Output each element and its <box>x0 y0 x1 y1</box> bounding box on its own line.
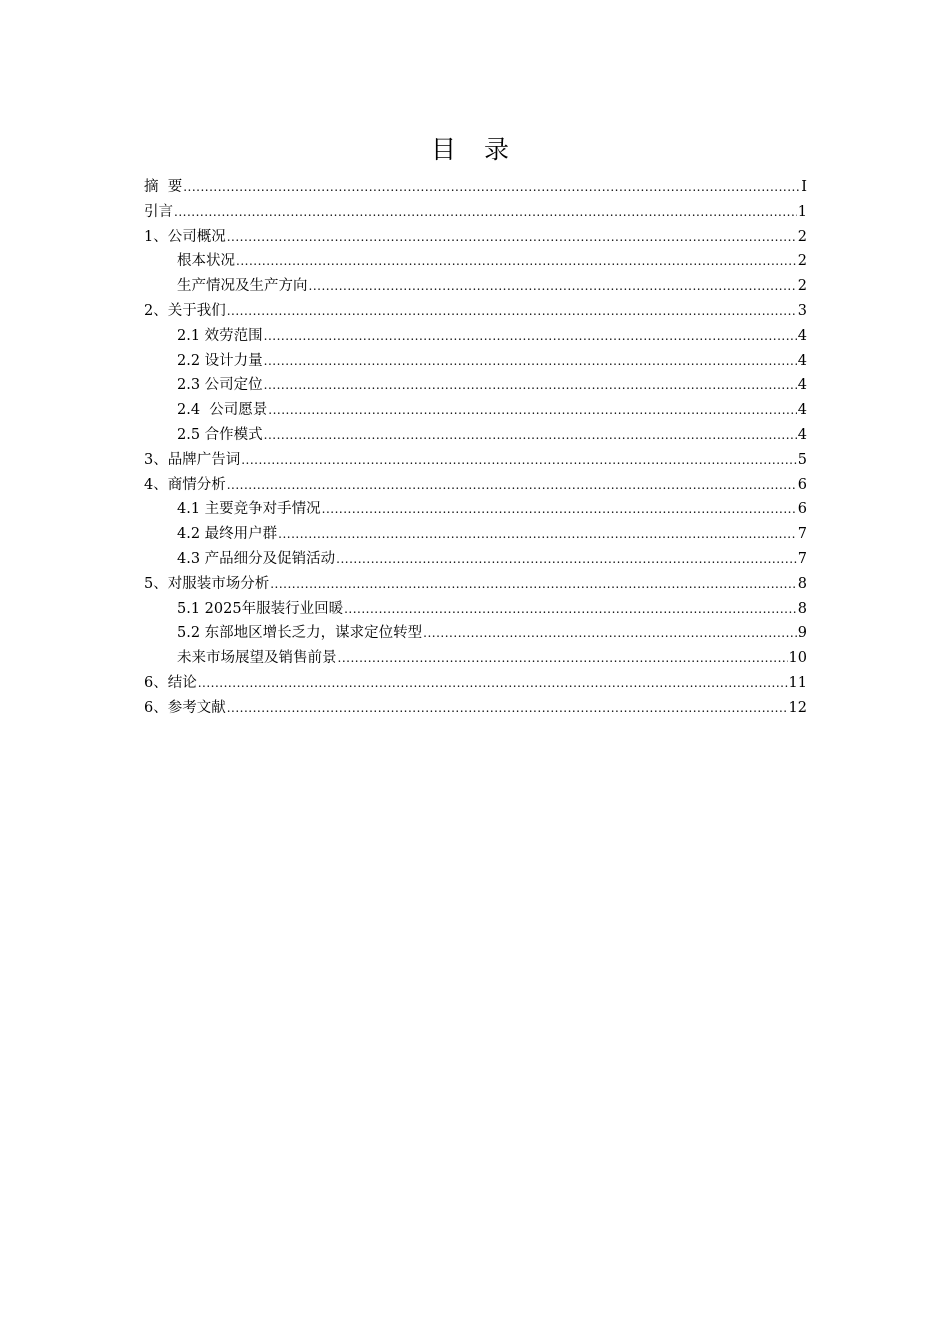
toc-entry-label: 2.3 公司定位 <box>177 377 263 394</box>
toc-entry-label: 6、参考文献 <box>144 699 226 716</box>
toc-entry-page: 7 <box>797 550 807 567</box>
toc-entry <box>144 547 807 572</box>
toc-entry-label: 引言 <box>144 203 173 220</box>
toc-entry-label: 摘 要 <box>144 179 183 195</box>
toc-entry-page: 12 <box>788 699 807 716</box>
toc-entry <box>144 373 807 398</box>
toc-entry <box>144 349 807 374</box>
toc-entry-label: 2.5 合作模式 <box>177 426 263 443</box>
toc-leader-dots <box>241 448 797 473</box>
toc-entry-label: 4.3 产品细分及促销活动 <box>177 550 336 567</box>
toc-leader-dots <box>322 497 797 522</box>
toc-entry-page: I <box>801 179 807 195</box>
toc-entry-label: 根本状况 <box>177 253 235 270</box>
toc-entry-page: 4 <box>797 426 807 443</box>
toc-entry <box>144 572 807 597</box>
toc-entry-label: 5.1 2025年服装行业回暖 <box>177 600 344 617</box>
toc-leader-dots <box>336 547 797 572</box>
toc-leader-dots <box>268 398 796 423</box>
toc-leader-dots <box>227 696 788 721</box>
toc-entry-page: 9 <box>797 625 807 642</box>
toc-entry-label: 5、对服装市场分析 <box>144 575 270 592</box>
toc-entry-page: 4 <box>797 327 807 344</box>
toc-entry-page: 8 <box>797 600 807 617</box>
toc-leader-dots <box>174 200 797 225</box>
toc-leader-dots <box>309 274 797 299</box>
toc-leader-dots <box>344 597 797 622</box>
toc-entry <box>144 621 807 646</box>
toc-entry <box>144 696 807 721</box>
toc-entry-label: 2.1 效劳范围 <box>177 327 263 344</box>
toc-leader-dots <box>227 473 797 498</box>
toc-title: 目 录 <box>431 135 519 164</box>
toc-entry <box>144 473 807 498</box>
toc-leader-dots <box>264 324 797 349</box>
toc-entry-label: 6、结论 <box>144 674 197 691</box>
toc-entry <box>144 200 807 225</box>
toc-entry-label: 生产情况及生产方向 <box>177 278 308 295</box>
toc-entry-page: 4 <box>797 402 807 419</box>
toc-entry-page: 2 <box>797 278 807 295</box>
toc-entry <box>144 423 807 448</box>
toc-leader-dots <box>198 671 788 696</box>
toc-entry-page: 4 <box>797 352 807 369</box>
toc-entry <box>144 597 807 622</box>
toc-leader-dots <box>236 249 797 274</box>
toc-entry <box>144 225 807 250</box>
toc-entry <box>144 299 807 324</box>
toc-entry <box>144 671 807 696</box>
toc-entry-label: 3、品牌广告词 <box>144 451 241 468</box>
toc-entry <box>144 175 807 200</box>
toc-leader-dots <box>264 349 797 374</box>
toc-entry-page: 10 <box>788 650 807 667</box>
toc-entry-label: 5.2 东部地区增长乏力，谋求定位转型 <box>177 625 423 642</box>
toc-entry-page: 6 <box>797 476 807 493</box>
toc-entry <box>144 497 807 522</box>
toc-entry-label: 1、公司概况 <box>144 228 226 245</box>
toc-entry-page: 11 <box>788 674 807 691</box>
toc-entry-page: 7 <box>797 526 807 543</box>
toc-leader-dots <box>183 175 800 200</box>
toc-entry-page: 1 <box>797 203 807 220</box>
toc-entry <box>144 522 807 547</box>
toc-entry-page: 2 <box>797 228 807 245</box>
toc-entry <box>144 274 807 299</box>
toc-entry <box>144 448 807 473</box>
toc-entry-label: 2.4 公司愿景 <box>177 402 268 419</box>
toc-leader-dots <box>423 621 797 646</box>
toc-entry <box>144 398 807 423</box>
toc-entry-page: 6 <box>797 501 807 518</box>
toc-leader-dots <box>278 522 797 547</box>
toc-leader-dots <box>264 423 797 448</box>
toc-entry-label: 4.1 主要竞争对手情况 <box>177 501 321 518</box>
toc-entry-page: 8 <box>797 575 807 592</box>
toc-leader-dots <box>270 572 797 597</box>
toc-entry-label: 4.2 最终用户群 <box>177 526 278 543</box>
toc-entry-label: 2.2 设计力量 <box>177 352 263 369</box>
toc-entry <box>144 646 807 671</box>
toc-entry-label: 2、关于我们 <box>144 302 226 319</box>
toc-entry-label: 未来市场展望及销售前景 <box>177 650 337 667</box>
toc-leader-dots <box>264 373 797 398</box>
toc-entry-page: 5 <box>797 451 807 468</box>
toc-entry-page: 3 <box>797 302 807 319</box>
toc-entry-page: 4 <box>797 377 807 394</box>
table-of-contents <box>144 175 807 721</box>
toc-leader-dots <box>338 646 788 671</box>
toc-leader-dots <box>227 225 797 250</box>
toc-entry-label: 4、商情分析 <box>144 476 226 493</box>
toc-leader-dots <box>227 299 797 324</box>
toc-entry <box>144 249 807 274</box>
toc-entry <box>144 324 807 349</box>
toc-entry-page: 2 <box>797 253 807 270</box>
